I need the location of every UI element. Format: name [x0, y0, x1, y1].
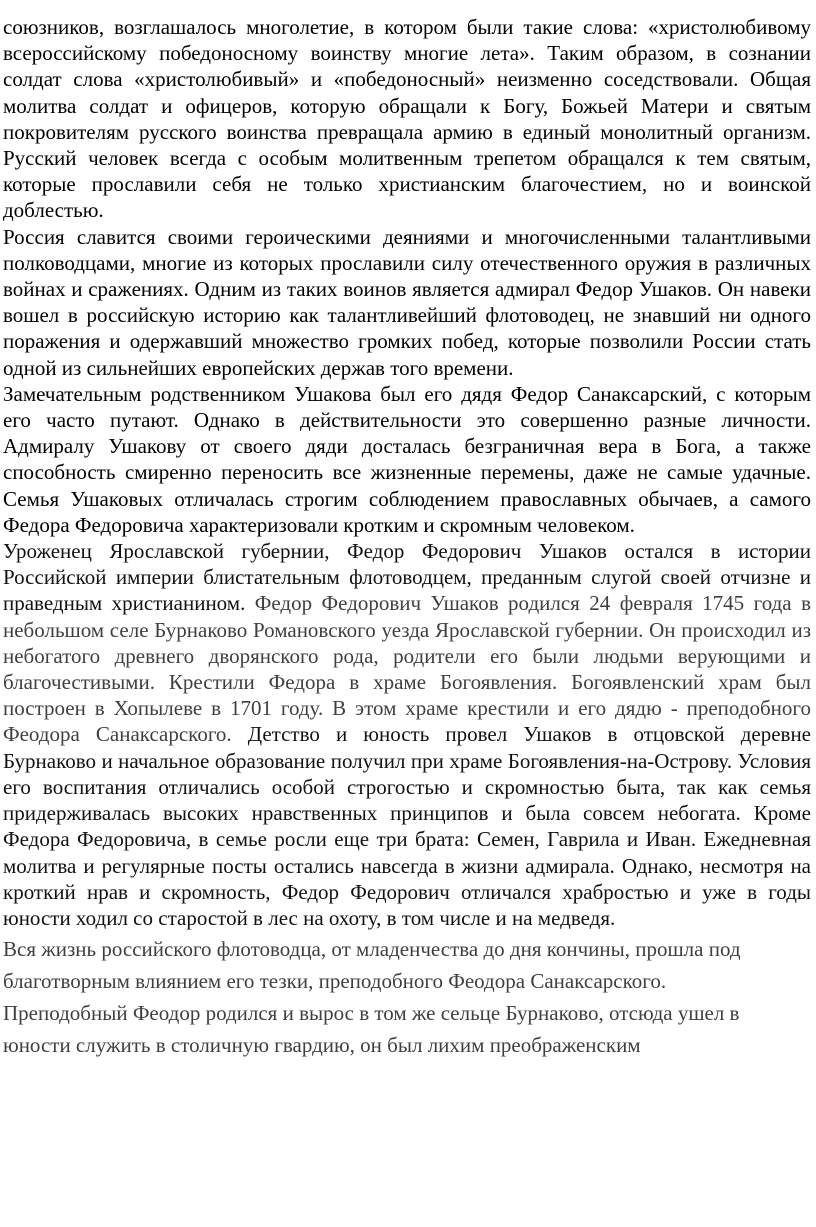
paragraph-biography	[3, 538, 811, 931]
paragraph-text: Вся жизнь российского флотоводца, от младенчества до дня кончины, прошла под благотворным влиянием его тезки, преподобного Феодора Санаксарского.	[3, 937, 741, 994]
paragraph-text-intro: Уроженец Ярославской губернии, Федор Федорович Ушаков остался в истории Российской империи блистательным флотоводцем, преданным слугой своей отчизне и праведным христианином.	[3, 539, 811, 616]
paragraph-text: союзников, возглашалось многолетие, в котором были такие слова: «христолюбивому всероссийскому победоносному воинству многие лета». Таким образом, в сознании солдат слова «христолюбивый» и «победоносный» неизменно соседствовали. Общая молитва солдат и офицеров, которую обращали к Богу, Божьей Матери и святым покровителям русского воинства превращала армию в единый монолитный организм. Русский человек всегда с особым молитвенным трепетом обращался к тем святым, которые прославили себя не только христианским благочестием, но и воинской доблестью.	[3, 15, 811, 223]
paragraph-relative	[3, 381, 811, 538]
paragraph-prayer	[3, 14, 811, 224]
paragraph-text-birth: Федор Федорович Ушаков родился 24 февраля 1745 года в небольшом селе Бурнаково Романовского уезда Ярославской губернии. Он происходил из небогатого древнего дворянского рода, родители его были людьми верующими и благочестивыми. Крестили Федора в храме Богоявления. Богоявленский храм был построен в Хопылеве в 1701 году. В этом храме крестили и его дядю - преподобного Феодора Санаксарского.	[3, 591, 811, 747]
paragraph-text-childhood: Детство и юность провел Ушаков в отцовской деревне Бурнаково и начальное образование получил при храме Богоявления-на-Острову. Условия его воспитания отличались особой строгостью и скромностью быта, так как семья придерживалась высоких нравственных принципов и была совсем небогата. Кроме Федора Федоровича, в семье росли еще три брата: Семен, Гаврила и Иван. Ежедневная молитва и регулярные посты остались навсегда в жизни адмирала. Однако, несмотря на кроткий нрав и скромность, Федор Федорович отличался храбростью и уже в годы юности ходил со старостой в лес на охоту, в том числе и на медведя.	[3, 722, 812, 930]
paragraph-saint	[3, 997, 811, 1061]
paragraph-text: Россия славится своими героическими деяниями и многочисленными талантливыми полководцами, многие из которых прославили силу отечественного оружия в различных войнах и сражениях. Одним из таких воинов является адмирал Федор Ушаков. Он навеки вошел в российскую историю как талантливейший флотоводец, не знавший ни одного поражения и одержавший множество громких побед, которые позволили России стать одной из сильнейших европейских держав того времени.	[3, 224, 811, 380]
paragraph-text: Преподобный Феодор родился и вырос в том же сельце Бурнаково, отсюда ушел в юности служить в столичную гвардию, он был лихим преображенским	[3, 1001, 740, 1058]
paragraph-text: Замечательным родственником Ушакова был его дядя Федор Санаксарский, с которым его часто путают. Однако в действительности это совершенно разные личности. Адмиралу Ушакову от своего дяди досталась безграничная вера в Бога, а также способность смиренно переносить все жизненные перемены, даже не самые удачные. Семья Ушаковых отличалась строгим соблюдением православных обычаев, а самого Федора Федоровича характеризовали кротким и скромным человеком.	[3, 381, 811, 537]
paragraph-commanders	[3, 224, 811, 381]
paragraph-influence	[3, 933, 811, 997]
